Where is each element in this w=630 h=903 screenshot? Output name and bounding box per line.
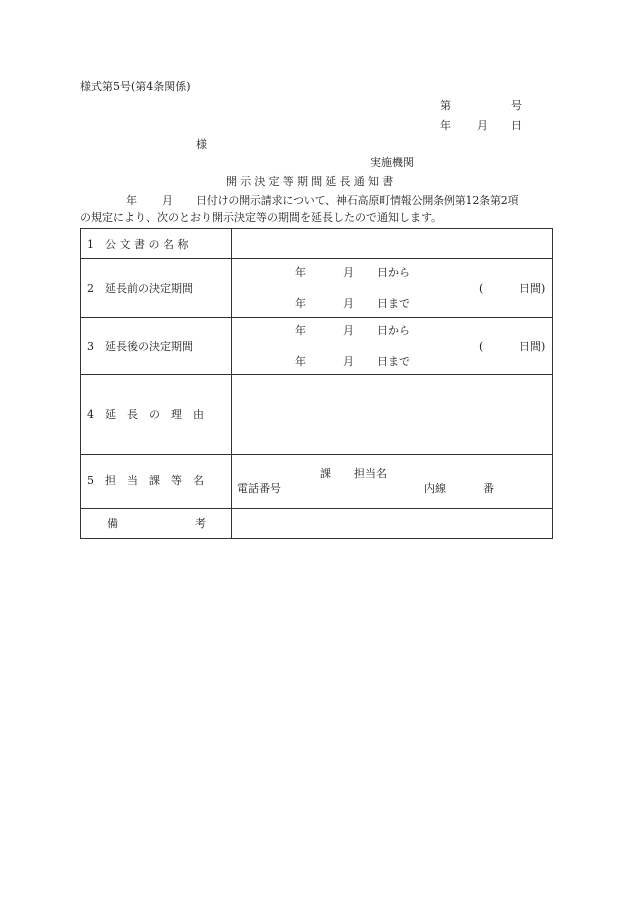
body-line1: 日付けの開示請求について、神石高原町情報公開条例第12条第2項 [196, 194, 519, 207]
period-month: 月 [343, 266, 354, 279]
period-year: 年 [295, 297, 306, 310]
row-divider [81, 374, 552, 375]
row-divider [81, 317, 552, 318]
period-paren-open: ( [479, 340, 484, 353]
period-year: 年 [295, 355, 306, 368]
row-divider [81, 454, 552, 455]
remarks-label-2: 考 [195, 517, 206, 530]
row-label-reason: 4 延 長 の 理 由 [87, 408, 204, 421]
period-year: 年 [295, 266, 306, 279]
document-title: 開示決定等期間延長通知書 [226, 175, 397, 188]
row-divider [81, 508, 552, 509]
period-paren-open: ( [479, 282, 484, 295]
contact-number: 番 [483, 482, 494, 495]
contact-section: 課 [320, 467, 331, 480]
date-year: 年 [440, 119, 451, 132]
number-prefix: 第 [440, 99, 451, 112]
body-year: 年 [126, 194, 137, 207]
contact-phone: 電話番号 [237, 482, 281, 495]
contact-extension: 内線 [424, 482, 446, 495]
remarks-label-1: 備 [107, 517, 118, 530]
period-month: 月 [343, 355, 354, 368]
row-label-document-name: 1 公 文 書 の 名 称 [87, 238, 189, 251]
form-label: 様式第5号(第4条関係) [80, 80, 191, 93]
addressee-suffix: 様 [196, 138, 207, 151]
form-table [80, 228, 553, 539]
period-days: 日間) [519, 340, 546, 353]
contact-person: 担当名 [354, 467, 387, 480]
period-year: 年 [295, 324, 306, 337]
period-days: 日間) [519, 282, 546, 295]
date-month: 月 [477, 119, 488, 132]
row-label-period-after: 3 延長後の決定期間 [87, 340, 193, 353]
period-until: 日まで [377, 297, 410, 310]
number-suffix: 号 [511, 99, 522, 112]
row-label-period-before: 2 延長前の決定期間 [87, 282, 193, 295]
sender: 実施機関 [370, 156, 414, 169]
body-month: 月 [162, 194, 173, 207]
column-divider [231, 229, 232, 538]
row-divider [81, 258, 552, 259]
period-until: 日まで [377, 355, 410, 368]
date-day: 日 [511, 119, 522, 132]
body-line2: の規定により、次のとおり開示決定等の期間を延長したので通知します。 [80, 211, 443, 224]
period-from: 日から [377, 324, 410, 337]
row-label-department: 5 担 当 課 等 名 [87, 474, 204, 487]
period-from: 日から [377, 266, 410, 279]
period-month: 月 [343, 324, 354, 337]
period-month: 月 [343, 297, 354, 310]
